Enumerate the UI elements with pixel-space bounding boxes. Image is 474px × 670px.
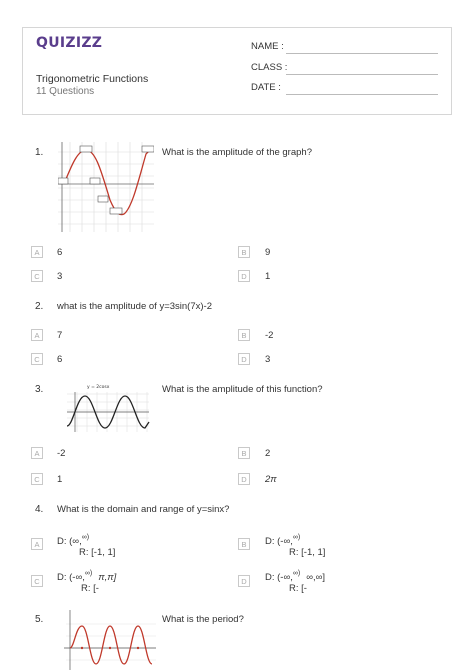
option-b-box[interactable]: B (238, 329, 250, 341)
option-a-box[interactable]: A (31, 329, 43, 341)
range-part: R: [- (289, 583, 307, 594)
class-label: CLASS : (251, 62, 288, 73)
class-line[interactable] (286, 74, 438, 75)
option-c-box[interactable]: C (31, 270, 43, 282)
question-number: 2. (35, 301, 44, 312)
domain-sup: ∞) (81, 534, 90, 541)
option-d-box[interactable]: D (238, 353, 250, 365)
question-text: What is the domain and range of y=sinx? (57, 504, 230, 515)
option-c-box[interactable]: C (31, 575, 43, 587)
question-number: 4. (35, 504, 44, 515)
option-c-text: 6 (57, 354, 63, 365)
option-b-box[interactable]: B (238, 538, 250, 550)
question-5-graph (62, 608, 158, 670)
domain-part: D: (-∞, (265, 572, 293, 583)
question-3-graph (63, 382, 151, 434)
option-a-text: -2 (57, 448, 66, 459)
option-b-text (265, 536, 325, 558)
option-d-box[interactable]: D (238, 270, 250, 282)
option-a-box[interactable]: A (31, 447, 43, 459)
domain-tail: ∞,∞] (306, 572, 326, 583)
range-part: R: [-1, 1] (79, 547, 116, 558)
question-text: What is the amplitude of the graph? (162, 147, 312, 158)
option-b-text: 9 (265, 247, 271, 258)
option-d-text (265, 572, 325, 594)
question-number: 1. (35, 147, 44, 158)
option-b-box[interactable]: B (238, 246, 250, 258)
option-d-box[interactable]: D (238, 575, 250, 587)
range-part: R: [- (81, 583, 99, 594)
date-label: DATE : (251, 82, 281, 93)
graph-label: y = 2cosx (87, 385, 110, 390)
question-count: 11 Questions (36, 86, 95, 97)
domain-tail: π,π] (98, 572, 117, 583)
option-d-text: 1 (265, 271, 271, 282)
option-d-text: 3 (265, 354, 271, 365)
worksheet-title: Trigonometric Functions (36, 73, 149, 85)
option-d-box[interactable]: D (238, 473, 250, 485)
question-text: What is the period? (162, 614, 244, 625)
option-b-box[interactable]: B (238, 447, 250, 459)
domain-part: D: (∞, (57, 536, 82, 547)
option-c-text: 1 (57, 474, 63, 485)
domain-part: D: (-∞, (57, 572, 85, 583)
option-b-text: 2 (265, 448, 271, 459)
option-a-text: 6 (57, 247, 63, 258)
domain-part: D: (-∞, (265, 536, 293, 547)
option-b-text: -2 (265, 330, 274, 341)
option-c-box[interactable]: C (31, 353, 43, 365)
option-c-text: 3 (57, 271, 63, 282)
name-line[interactable] (286, 53, 438, 54)
question-number: 3. (35, 384, 44, 395)
name-label: NAME : (251, 41, 284, 52)
option-a-box[interactable]: A (31, 246, 43, 258)
option-c-text (57, 572, 116, 594)
option-a-text (57, 536, 115, 558)
domain-sup: ∞) (292, 570, 301, 577)
date-line[interactable] (286, 94, 438, 95)
question-number: 5. (35, 614, 44, 625)
domain-sup: ∞) (292, 534, 301, 541)
option-d-text: 2π (265, 474, 277, 485)
question-1-graph (58, 142, 154, 232)
option-c-box[interactable]: C (31, 473, 43, 485)
domain-sup: ∞) (84, 570, 93, 577)
quizizz-logo: QUIZIZZ (36, 35, 103, 51)
range-part: R: [-1, 1] (289, 547, 326, 558)
question-text: what is the amplitude of y=3sin(7x)-2 (57, 301, 212, 312)
question-text: What is the amplitude of this function? (162, 384, 323, 395)
option-a-text: 7 (57, 330, 63, 341)
option-a-box[interactable]: A (31, 538, 43, 550)
